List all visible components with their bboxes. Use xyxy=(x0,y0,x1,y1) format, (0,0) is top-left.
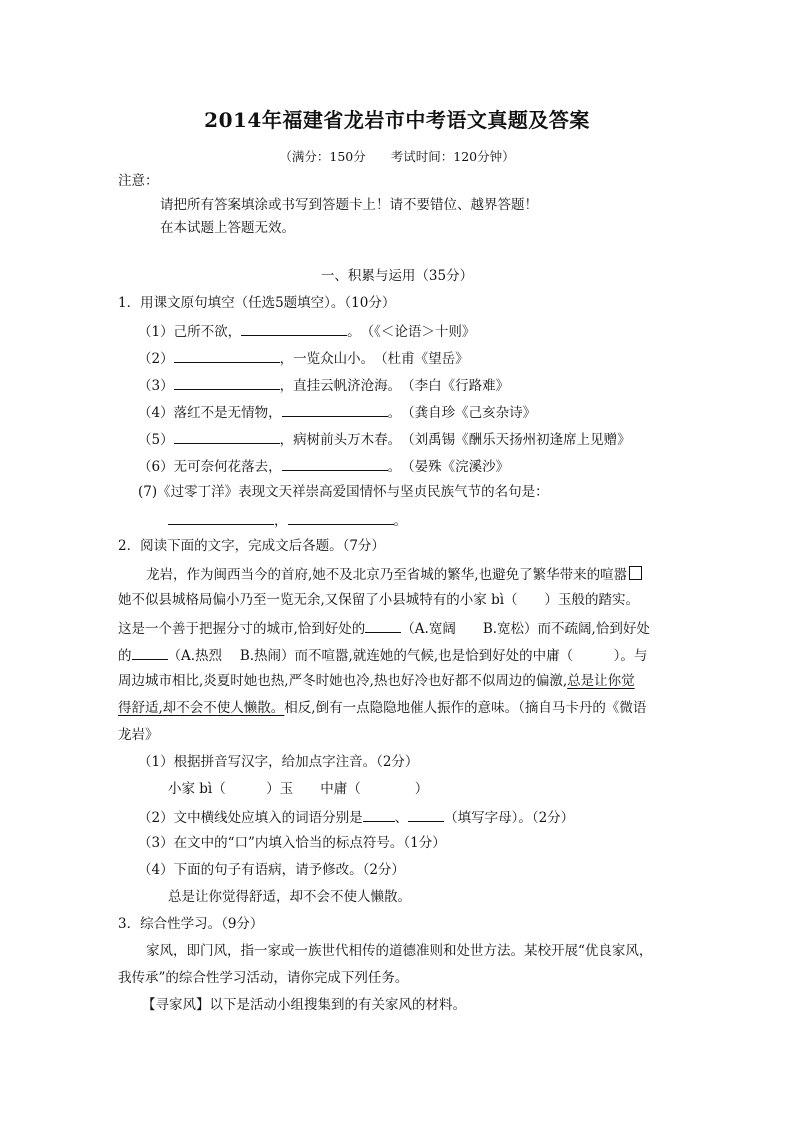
q2-passage-line-2: 她不似县城格局偏小乃至一览无余,又保留了小县城特有的小家 bì（ ）玉般的踏实。 xyxy=(118,592,640,608)
answer-blank[interactable] xyxy=(408,809,444,822)
q2-passage-line-6: 得舒适,却不会不使人懒散。相反,倒有一点隐隐地催人振作的意味。（摘自马卡丹的《微语 xyxy=(118,700,647,716)
answer-blank[interactable] xyxy=(174,431,280,444)
q1-item-7: (7)《过零丁洋》表现文天祥崇高爱国情怀与坚贞民族气节的名句是： xyxy=(138,484,549,500)
answer-blank[interactable] xyxy=(241,323,347,336)
q2-sub-2: （2）文中横线处应填入的词语分别是 、 （填写字母）。（2分） xyxy=(138,810,575,826)
q2-sub-1-detail: 小家 bì（ ）玉 中庸（ ） xyxy=(168,781,429,797)
punctuation-box[interactable] xyxy=(629,566,642,580)
answer-blank[interactable] xyxy=(132,647,168,660)
q1-item-5: （5） ，病树前头万木春。 （刘禹锡《酬乐天扬州初逢席上见赠》 xyxy=(138,432,631,448)
q3-heading: 3．综合性学习。（9分） xyxy=(118,916,264,932)
q1-heading: 1．用课文原句填空（任选5题填空）。（10分） xyxy=(118,295,396,311)
q2-passage-line-1: 龙岩，作为闽西当今的首府,她不及北京乃至省城的繁华,也避免了繁华带来的喧嚣 xyxy=(146,566,642,584)
q1-item-1: （1）己所不欲， 。 （《＜论语＞十则》 xyxy=(138,324,476,340)
answer-blank[interactable] xyxy=(282,404,388,417)
q2-heading: 2．阅读下面的文字，完成文后各题。（7分） xyxy=(118,538,385,554)
answer-blank[interactable] xyxy=(288,512,394,525)
q2-passage-line-7: 龙岩》 xyxy=(118,727,159,743)
q3-para-line-2: 我传承”的综合性学习活动，请你完成下列任务。 xyxy=(118,970,409,986)
answer-blank[interactable] xyxy=(174,350,280,363)
q3-para-line-3: 【寻家风】以下是活动小组搜集到的有关家风的材料。 xyxy=(142,997,466,1013)
answer-blank[interactable] xyxy=(282,458,388,471)
q1-item-2: （2） ，一览众山小。 （杜甫《望岳》 xyxy=(138,351,469,367)
q2-sub-4: （4）下面的句子有语病，请予修改。（2分） xyxy=(138,862,405,878)
q2-passage-line-3: 这是一个善于把握分寸的城市,恰到好处的 （A.宽阔 B.宽松）而不疏阔,恰到好处 xyxy=(118,621,650,637)
underlined-sentence: 总是让你觉 xyxy=(567,673,635,689)
page-title: 2014年福建省龙岩市中考语文真题及答案 xyxy=(204,108,590,132)
q1-item-3: （3） ，直挂云帆济沧海。 （李白《行路难》 xyxy=(138,378,510,394)
q2-passage-line-4: 的 （A.热烈 B.热闹）而不喧嚣,就连她的气候,也是恰到好处的中庸（ ）。与 xyxy=(118,648,648,664)
notice-label: 注意： xyxy=(118,173,159,189)
answer-blank[interactable] xyxy=(168,512,274,525)
answer-blank[interactable] xyxy=(365,620,401,633)
notice-line-2: 在本试题上答题无效。 xyxy=(160,220,295,236)
notice-line-1: 请把所有答案填涂或书写到答题卡上！请不要错位、越界答题！ xyxy=(160,197,538,213)
q1-item-6: （6）无可奈何花落去， 。 （晏殊《浣溪沙》 xyxy=(138,459,510,475)
q1-item-7-answer: ， 。 xyxy=(168,512,407,530)
q1-item-4: （4）落红不是无情物， 。 （龚自珍《己亥杂诗》 xyxy=(138,405,537,421)
underlined-sentence: 得舒适,却不会不使人懒散。 xyxy=(118,700,285,716)
answer-blank[interactable] xyxy=(174,377,280,390)
q3-para-line-1: 家风，即门风，指一家或一族世代相传的道德准则和处世方法。某校开展“优良家风， xyxy=(146,943,653,959)
q2-sub-4-sentence: 总是让你觉得舒适，却不会不使人懒散。 xyxy=(168,889,411,905)
q2-sub-1: （1）根据拼音写汉字，给加点字注音。（2分） xyxy=(138,754,419,770)
exam-meta: （满分：150分 考试时间：120分钟） xyxy=(279,149,515,164)
q2-sub-3: （3）在文中的“口”内填入恰当的标点符号。（1分） xyxy=(138,835,446,851)
answer-blank[interactable] xyxy=(363,809,395,822)
q2-passage-line-5: 周边城市相比,炎夏时她也热,严冬时她也冷,热也好冷也好都不似周边的偏激,总是让你觉 xyxy=(118,673,635,689)
section-heading: 一、积累与运用（35分） xyxy=(320,268,474,284)
